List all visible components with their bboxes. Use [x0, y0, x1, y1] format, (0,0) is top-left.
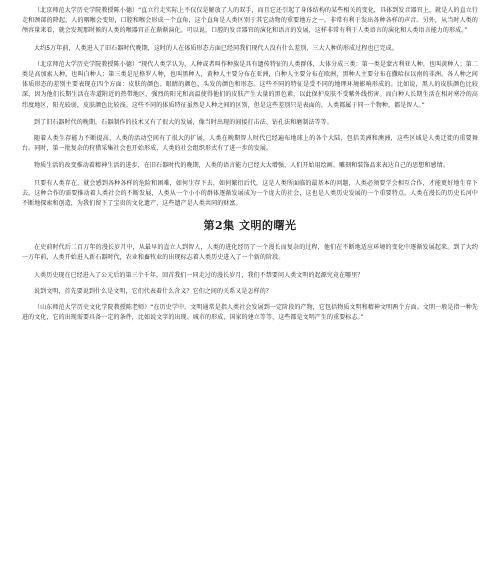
paragraph-1: （北京师范大学历史学院教授陈小德）“直立行走实际上不仅仅是解放了人的双手，而且它还引起了身体结构的某些相关的变化，具体到发音器官上，就是人的直立行走和颈部的降起，人的咽喉会变短，口腔和喉会形成一个直角，这个直角是人类区别于其它动物的重要地方之一，非常有利于发出各种各样的声音。另外，从当时人类的颅容量来看，就会发现那时候的人类的喉器官正在渐渐演化。可以说，口腔的发音器官的演化和语言的发展，这样非常有利于人类语言的演化和人类语言能力的形成。”	[22, 7, 478, 35]
paragraph-11: （山东师范大学历史文化学院教授陈老师）“在历史学中，文明通常是指人类社会发展到一定阶段的产物，它包括物质文明和精神文明两个方面。文明一般是指一种先进的文化，它的出现需要具备一定的条件，比如说文字的出现、城市的形成、国家的建立等等，这些都是文明产生的重要标志。”	[22, 304, 478, 322]
paragraph-7: 只要有人类存在，就会感到各种各样的危险和困难，如何生存下去，如何繁衍后代，这是人类所面临的最基本的问题，人类必须要学会相互合作，才能更好地生存下去。这种合作的需要推动着人类社会的不断发展，人类从一个小小的群体逐渐发展成为一个庞大的社会，这也是人类历史发展的一个重要特点。人类在漫长的历史长河中不断地探索和创造，为我们留下了宝贵的文化遗产，这些遗产是人类共同的财富。	[22, 179, 478, 208]
chapter-title: 第2集 文明的曙光	[203, 219, 297, 233]
paragraph-9: 人类历史现在已经进入了公元后的第三个千年，回首我们一同走过的漫长岁月，我们不禁要问人类文明的起源究竟在哪里？	[34, 271, 364, 279]
paragraph-8: 在史前时代后二百万年的漫长岁月中，从最早的直立人到智人，人类的进化经历了一个漫长而复杂的过程，他们在不断地适应环境的变化中逐渐发展起来。到了大约一万年前，人类开始进入新石器时代，农业和畜牧业的出现标志着人类历史进入了一个新的阶段。	[22, 244, 478, 262]
paragraph-4: 到了旧石器时代的晚期，石器制作的技术又有了很大的发展，像当时出现的间接打击法、钻孔法和磨制法等等。	[34, 118, 333, 126]
paragraph-10: 说到文明，首先要说到什么是文明，它们代表着什么含义？它们之间的关系又是怎样的？	[34, 287, 272, 295]
paragraph-3: （北京师范大学历史学院教授陈小德）“现代人类学认为，人种或者叫作种族是具有遗传特征的人类群体，大体分成三类：第一类是蒙古利亚人种，也叫黄种人；第二类是高加索人种，也叫白种人；第三类是尼格罗人种，也叫黑种人，黄种人主要分布在亚洲，白种人主要分布在欧洲，黑种人主要分布在撒哈拉以南的非洲。各人种之间体质形态的差别主要表现在四个方面：皮肤的颜色、眼睛的颜色、头发的颜色和形态。这些不同的特征是受不同的地理环境影响形成的。比如说，黑人的皮肤颜色比较深，因为他们长期生活在赤道附近的热带地区，强烈的阳光和高温使得他们的皮肤产生大量的黑色素，以此保护皮肤不受紫外线伤害。而白种人长期生活在相对寒冷的高纬度地区，阳光较弱，皮肤颜色比较浅。这些不同的体质特征虽然是人种之间的区别，但是这些差别只是表面的，人类都属于同一个物种，都是智人。”	[22, 60, 478, 109]
paragraph-5: 随着人类生存能力不断提高，人类的活动空间有了很大的扩展，人类在晚期智人时代已经遍布地球上的各个大陆，包括美洲和澳洲，这些区域是人类迁徙的重要舞台。同时，第一批复杂的狩猎采集社会也开始形成，人类的社会组织形式有了进一步的发展。	[22, 135, 478, 153]
paragraph-6: 物质生活的改变推动着精神生活的进步，在旧石器时代的晚期，人类的语言能力已经大大增强，人们开始用绘画、雕刻和装饰品来表达自己的思想和感情。	[34, 162, 449, 170]
paragraph-2: 大约5万年前，人类进入了旧石器时代晚期，这时的人在体质形态方面已经同我们现代人没有什么差别，三大人种的形成过程也已完成。	[34, 44, 398, 52]
